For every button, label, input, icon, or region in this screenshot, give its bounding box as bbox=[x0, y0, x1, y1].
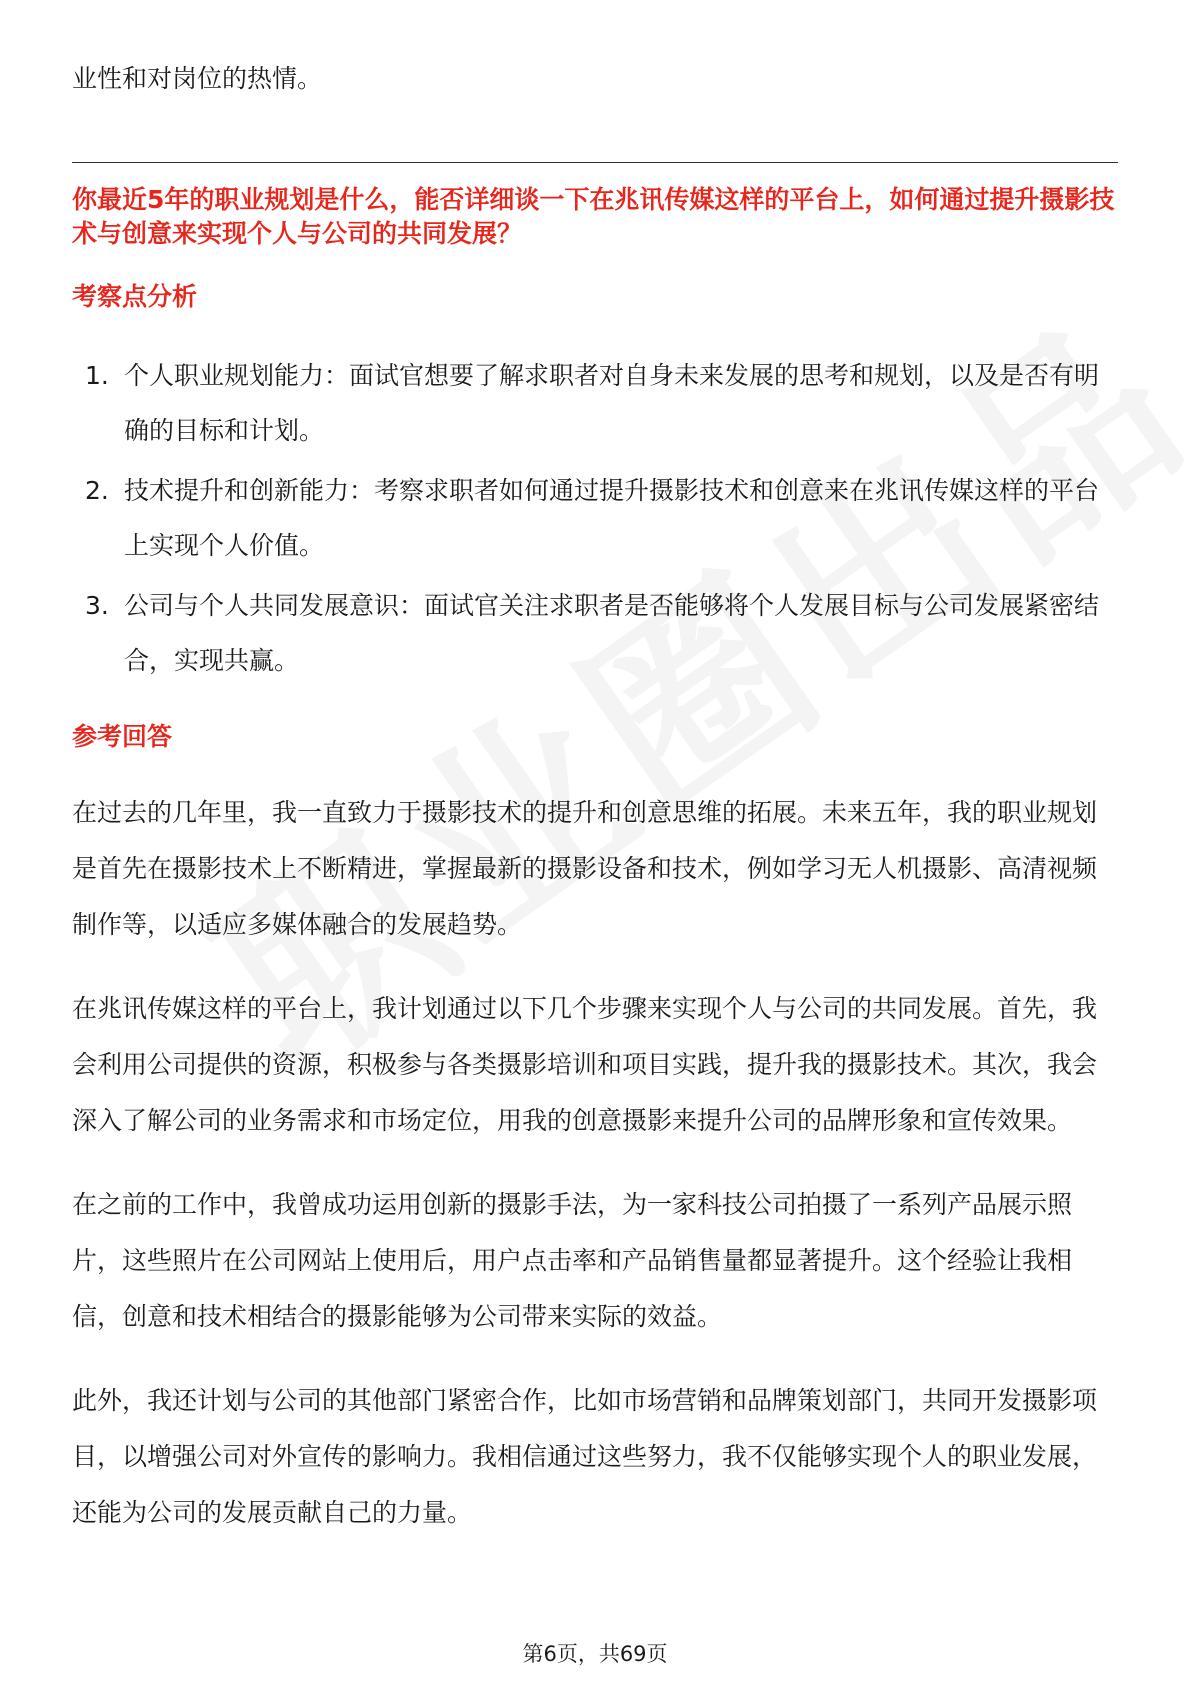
analysis-title: 考察点分析 bbox=[72, 282, 198, 311]
answer-paragraph: 在兆讯传媒这样的平台上，我计划通过以下几个步骤来实现个人与公司的共同发展。首先，我会利用公司提供的资源，积极参与各类摄影培训和项目实践，提升我的摄影技术。其次，我会深入了解公司的业务需求和市场定位，用我的创意摄影来提升公司的品牌形象和宣传效果。 bbox=[72, 994, 1098, 1135]
point-number: 2. bbox=[85, 476, 109, 505]
answer-title: 参考回答 bbox=[72, 722, 173, 751]
answer-paragraph: 在过去的几年里，我一直致力于摄影技术的提升和创意思维的拓展。未来五年，我的职业规划是首先在摄影技术上不断精进，掌握最新的摄影设备和技术，例如学习无人机摄影、高清视频制作等，以适应多媒体融合的发展趋势。 bbox=[72, 798, 1098, 939]
answer-body bbox=[72, 785, 1118, 1569]
analysis-point bbox=[72, 348, 1118, 458]
answer-paragraph: 此外，我还计划与公司的其他部门紧密合作，比如市场营销和品牌策划部门，共同开发摄影项目，以增强公司对外宣传的影响力。我相信通过这些努力，我不仅能够实现个人的职业发展，还能为公司的发展贡献自己的力量。 bbox=[72, 1386, 1098, 1527]
page-footer: 第6页，共69页 bbox=[522, 1642, 668, 1666]
analysis-point bbox=[72, 578, 1118, 688]
analysis-point bbox=[72, 463, 1118, 573]
section-divider bbox=[72, 162, 1118, 163]
point-text: 技术提升和创新能力：考察求职者如何通过提升摄影技术和创意来在兆讯传媒这样的平台上实现个人价值。 bbox=[124, 476, 1100, 560]
point-number: 3. bbox=[85, 591, 109, 620]
analysis-points bbox=[72, 348, 1118, 693]
carryover-text: 业性和对岗位的热情。 bbox=[72, 64, 323, 93]
point-number: 1. bbox=[85, 361, 109, 390]
point-text: 公司与个人共同发展意识：面试官关注求职者是否能够将个人发展目标与公司发展紧密结合，实现共赢。 bbox=[124, 591, 1100, 675]
point-text: 个人职业规划能力：面试官想要了解求职者对自身未来发展的思考和规划，以及是否有明确的目标和计划。 bbox=[124, 361, 1100, 445]
question-heading: 你最近5年的职业规划是什么，能否详细谈一下在兆讯传媒这样的平台上，如何通过提升摄影技术与创意来实现个人与公司的共同发展？ bbox=[72, 185, 1115, 248]
answer-paragraph: 在之前的工作中，我曾成功运用创新的摄影手法，为一家科技公司拍摄了一系列产品展示照片，这些照片在公司网站上使用后，用户点击率和产品销售量都显著提升。这个经验让我相信，创意和技术相结合的摄影能够为公司带来实际的效益。 bbox=[72, 1190, 1073, 1331]
